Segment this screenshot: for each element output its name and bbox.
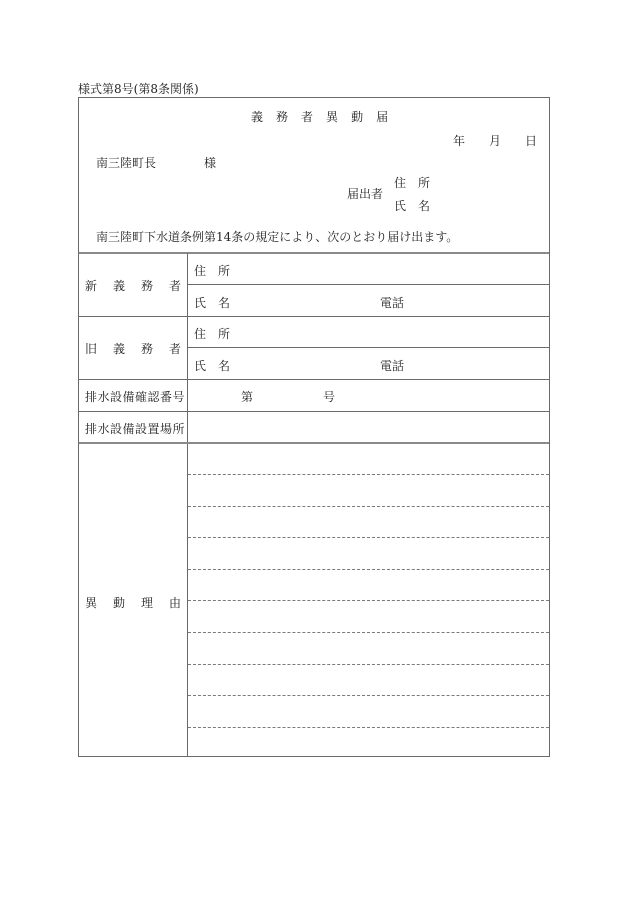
new-obligor-phone-label: 電話 [380, 296, 405, 310]
change-reason-line[interactable] [188, 665, 549, 695]
notifier-label: 届出者 [347, 187, 384, 201]
label-char: 動 [112, 596, 125, 610]
label-char: 者 [168, 279, 181, 293]
change-reason-line[interactable] [188, 475, 549, 505]
change-reason-line[interactable] [188, 538, 549, 568]
change-reason-line[interactable] [188, 601, 549, 631]
label-char: 者 [168, 342, 181, 356]
form-caption: 様式第8号(第8条関係) [78, 82, 199, 96]
old-obligor-phone-label: 電話 [380, 359, 405, 373]
date-year-label: 年 [453, 134, 466, 148]
label-char: 義 [112, 279, 125, 293]
change-reason-line[interactable] [188, 570, 549, 600]
form-frame [78, 97, 550, 757]
title-char: 者 [301, 110, 314, 124]
addressee: 南三陸町長 [96, 156, 157, 170]
notifier-name-label[interactable]: 氏 名 [394, 199, 431, 213]
old-obligor-label [79, 340, 187, 357]
confirmation-number-prefix: 第 [241, 390, 254, 404]
notifier-address-label[interactable]: 住 所 [394, 176, 431, 190]
statement: 南三陸町下水道条例第14条の規定により、次のとおり届け出ます。 [96, 230, 459, 244]
confirmation-number-field[interactable] [187, 379, 549, 411]
confirmation-number-label: 排水設備確認番号 [85, 390, 186, 404]
new-obligor-name-field[interactable] [187, 285, 549, 316]
label-char: 義 [112, 342, 125, 356]
installation-location-field[interactable] [187, 411, 549, 443]
label-char: 新 [85, 279, 98, 293]
change-reason-line[interactable] [188, 507, 549, 537]
label-char: 旧 [85, 342, 98, 356]
honorific: 様 [204, 156, 217, 170]
label-char: 務 [140, 279, 153, 293]
label-char: 由 [168, 596, 181, 610]
title-char: 異 [326, 110, 339, 124]
label-char: 理 [140, 596, 153, 610]
title-char: 務 [276, 110, 289, 124]
new-obligor-address-field[interactable] [187, 253, 549, 284]
label-char: 異 [85, 596, 98, 610]
old-obligor-address-field[interactable] [187, 316, 549, 347]
old-obligor-name-label: 氏 名 [194, 359, 231, 373]
date-month-label: 月 [489, 134, 502, 148]
title-char: 動 [351, 110, 364, 124]
change-reason-line[interactable] [188, 633, 549, 663]
confirmation-number-suffix: 号 [323, 390, 336, 404]
date-day-label: 日 [525, 134, 538, 148]
change-reason-line[interactable] [188, 444, 549, 474]
form-title [251, 108, 388, 125]
title-char: 義 [251, 110, 264, 124]
title-char: 届 [376, 110, 389, 124]
old-obligor-name-field[interactable] [187, 348, 549, 379]
label-char: 務 [140, 342, 153, 356]
change-reason-line[interactable] [188, 728, 549, 756]
installation-location-label: 排水設備設置場所 [85, 422, 186, 436]
new-obligor-name-label: 氏 名 [194, 296, 231, 310]
new-obligor-label [79, 277, 187, 294]
change-reason-label [79, 594, 187, 611]
change-reason-line[interactable] [188, 696, 549, 726]
new-obligor-address-label: 住 所 [194, 264, 231, 278]
old-obligor-address-label: 住 所 [194, 327, 231, 341]
